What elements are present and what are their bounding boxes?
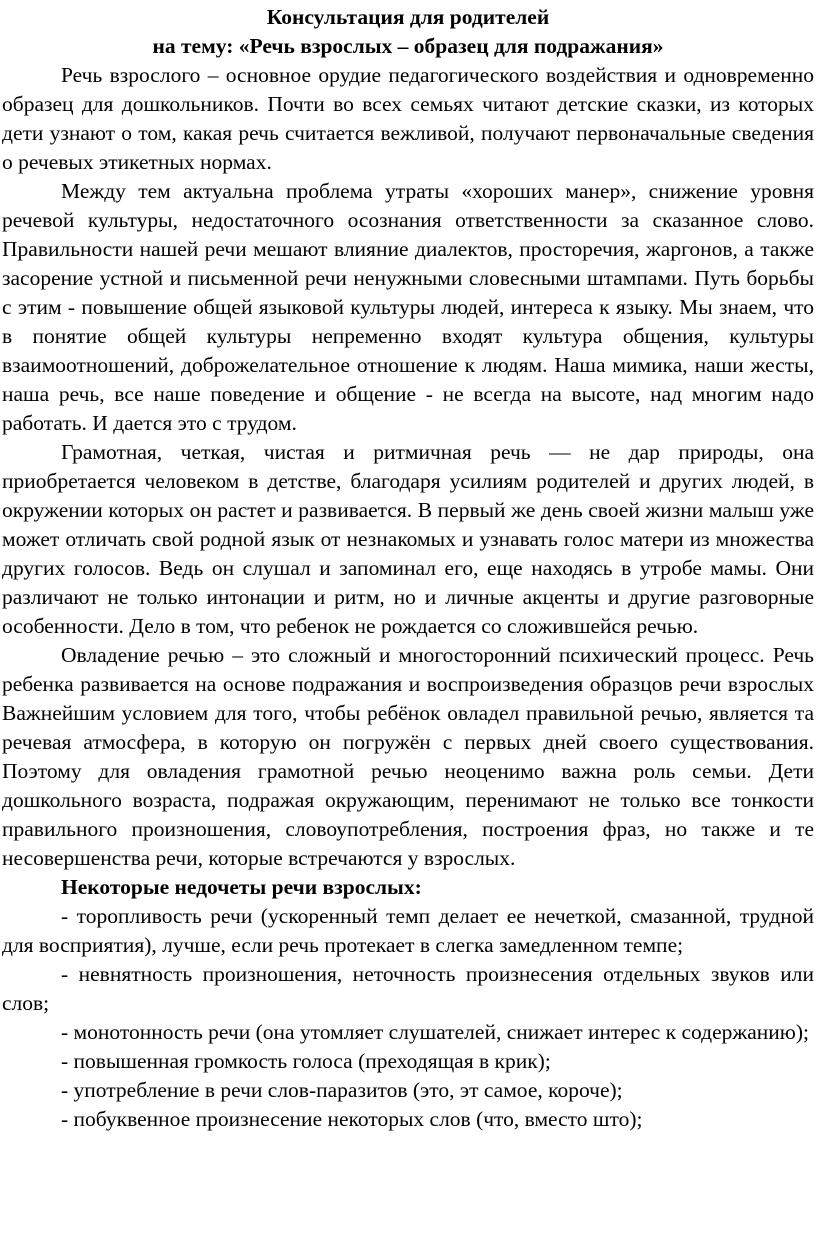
title-line-2: на тему: «Речь взрослых – образец для подражания» [152, 34, 664, 58]
list-item: - побуквенное произнесение некоторых слов (что, вместо што); [61, 1107, 643, 1131]
list-item: - невнятность произношения, неточность произнесения отдельных звуков или слов; [2, 962, 814, 1015]
list-item: - торопливость речи (ускоренный темп делает ее нечеткой, смазанной, трудной для восприятия), лучше, если речь протекает в слегка замедленном темпе; [2, 904, 814, 957]
list-item: - употребление в речи слов-паразитов (это, эт самое, короче); [61, 1078, 623, 1102]
paragraph-2: Между тем актуальна проблема утраты «хороших манер», снижение уровня речевой культуры, недостаточного осознания ответственности за сказанное слово. Правильности нашей речи мешают влияние диалектов, просторечия, жаргонов, а также засорение устной и письменной речи ненужными словесными штампами. Путь борьбы с этим - повышение общей языковой культуры людей, интереса к языку. Мы знаем, что в понятие общей культуры непременно входят культура общения, культуры взаимоотношений, доброжелательное отношение к людям. Наша мимика, наши жесты, наша речь, все наше поведение и общение - не всегда на высоте, над многим надо работать. И дается это с трудом. [2, 179, 814, 435]
subheading: Некоторые недочеты речи взрослых: [61, 875, 422, 899]
paragraph-4: Овладение речью – это сложный и многосторонний психический процесс. Речь ребенка развивается на основе подражания и воспроизведения образцов речи взрослых Важнейшим условием для того, чтобы ребёнок овладел правильной речью, является та речевая атмосфера, в которую он погружён с первых дней своего существования. Поэтому для овладения грамотной речью неоценимо важна роль семьи. Дети дошкольного возраста, подражая окружающим, перенимают не только все тонкости правильного произношения, словоупотребления, построения фраз, но также и те несовершенства речи, которые встречаются у взрослых. [2, 643, 814, 870]
paragraph-3: Грамотная, четкая, чистая и ритмичная речь — не дар природы, она приобретается человеком в детстве, благодаря усилиям родителей и других людей, в окружении которых он растет и развивается. В первый же день своей жизни малыш уже может отличать свой родной язык от незнакомых и узнавать голос матери из множества других голосов. Ведь он слушал и запоминал его, еще находясь в утробе мамы. Они различают не только интонации и ритм, но и личные акценты и другие разговорные особенности. Дело в том, что ребенок не рождается со сложившейся речью. [2, 440, 814, 638]
title-line-1: Консультация для родителей [266, 5, 550, 29]
paragraph-1: Речь взрослого – основное орудие педагогического воздействия и одновременно образец для дошкольников. Почти во всех семьях читают детские сказки, из которых дети узнают о том, какая речь считается вежливой, получают первоначальные сведения о речевых этикетных нормах. [2, 63, 814, 174]
list-item: - монотонность речи (она утомляет слушателей, снижает интерес к содержанию); [61, 1020, 809, 1044]
list-item: - повышенная громкость голоса (преходящая в крик); [61, 1049, 551, 1073]
